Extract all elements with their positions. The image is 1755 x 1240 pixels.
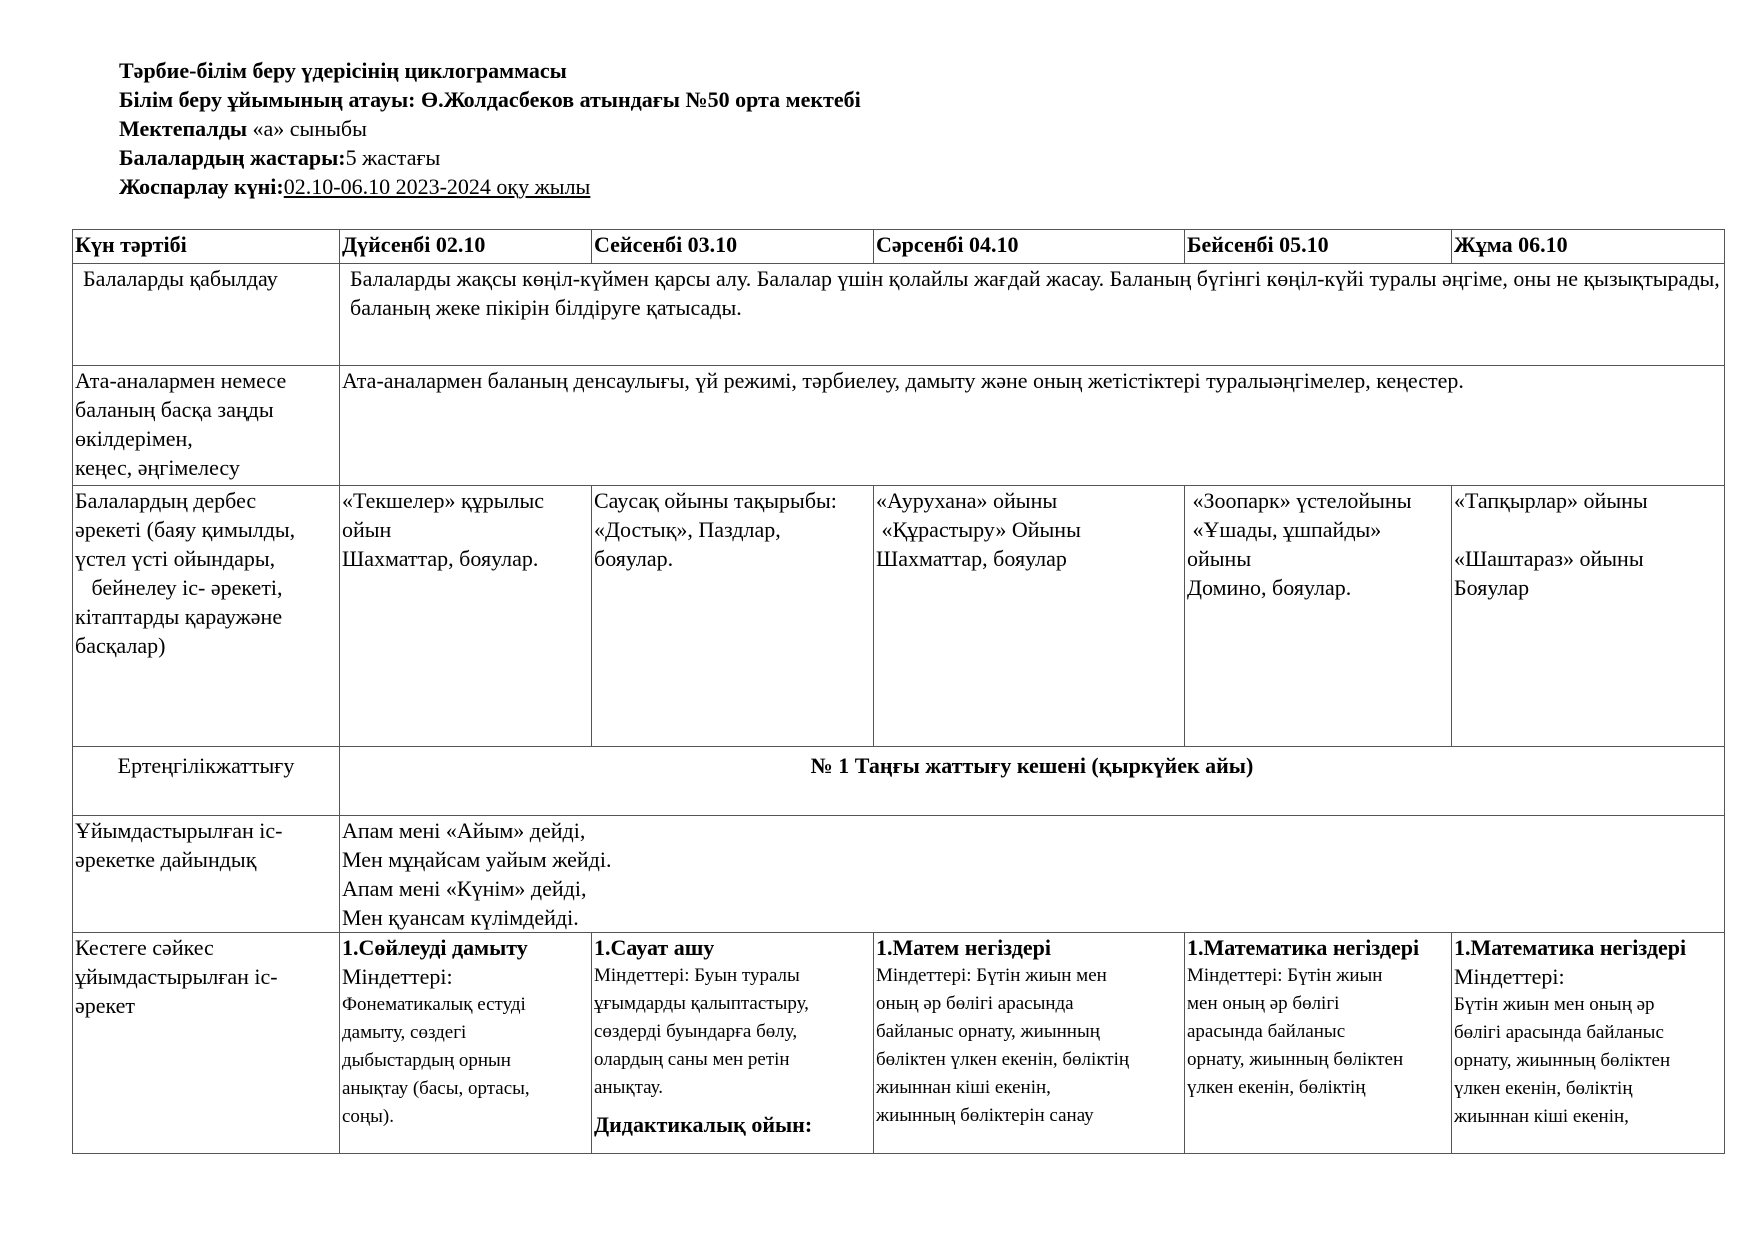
class-line: Мектепалды «а» сыныбы [119, 116, 367, 141]
scheduled-tuesday: 1.Сауат ашу Міндеттері: Буын туралы ұғымдарды қалыптастыру, сөздерді буындарға бөлу, олардың саны мен ретін анықтау. Дидактикалық ойын: [592, 933, 874, 1154]
table-row-activities [73, 486, 1725, 747]
row-label-exercise: Ертеңгілікжаттығу [73, 747, 340, 816]
table-row-exercise [73, 747, 1725, 816]
row-label-scheduled: Кестеге сәйкес ұйымдастырылған іс- әрекет [73, 933, 340, 1154]
row-label-reception: Балаларды қабылдау [73, 264, 340, 366]
reception-text: Балаларды жақсы көңіл-күймен қарсы алу. Балалар үшін қолайлы жағдай жасау. Баланың бүгінгі көңіл-күйі туралы әңгіме, оны не қызықтырады, баланың жеке пікірін білдіруге қатысады. [340, 264, 1725, 366]
scheduled-wednesday: 1.Матем негіздері Міндеттері: Бүтін жиын мен оның әр бөлігі арасында байланыс орнату, жиынның бөліктен үлкен екенін, бөліктің жиыннан кіші екенін, жиынның бөліктерін санау [874, 933, 1185, 1154]
document-header [119, 56, 861, 201]
table-row-parents [73, 366, 1725, 486]
date-line: Жоспарлау күні:02.10-06.10 2023-2024 оқу жылы [119, 174, 591, 199]
row-label-activities: Балалардың дербес әрекеті (баяу қимылды, үстел үсті ойындары, бейнелеу іс- әрекеті, кітаптарды қараужәне басқалар) [73, 486, 340, 747]
table-row-scheduled [73, 933, 1725, 1154]
col-header-tuesday: Сейсенбі 03.10 [592, 230, 874, 264]
row-label-parents: Ата-аналармен немесе баланың басқа заңды өкілдерімен, кеңес, әңгімелесу [73, 366, 340, 486]
scheduled-monday: 1.Сөйлеуді дамыту Міндеттері: Фонематикалық естуді дамыту, сөздегі дыбыстардың орнын анықтау (басы, ортасы, соңы). [340, 933, 592, 1154]
preparation-poem: Апам мені «Айым» дейді, Мен мұңайсам уайым жейді. Апам мені «Күнім» дейді, Мен қуансам күлімдейді. [340, 816, 1725, 933]
table-row-reception [73, 264, 1725, 366]
activities-friday: «Тапқырлар» ойыны «Шаштараз» ойыны Бояулар [1452, 486, 1725, 747]
activities-thursday: «Зоопарк» үстелойыны «Ұшады, ұшпайды» ойыны Домино, бояулар. [1185, 486, 1452, 747]
scheduled-thursday: 1.Математика негіздері Міндеттері: Бүтін жиын мен оның әр бөлігі арасында байланыс орнату, жиынның бөліктен үлкен екенін, бөліктің [1185, 933, 1452, 1154]
activities-monday: «Текшелер» құрылыс ойын Шахматтар, бояулар. [340, 486, 592, 747]
col-header-schedule: Күн тәртібі [73, 230, 340, 264]
activities-tuesday: Саусақ ойыны тақырыбы: «Достық», Паздлар, бояулар. [592, 486, 874, 747]
cyclogram-table [72, 229, 1725, 1154]
exercise-text: № 1 Таңғы жаттығу кешені (қыркүйек айы) [340, 747, 1725, 816]
age-line: Балалардың жастары:5 жастағы [119, 145, 441, 170]
parents-text: Ата-аналармен баланың денсаулығы, үй режимі, тәрбиелеу, дамыту және оның жетістіктері туралыәңгімелер, кеңестер. [340, 366, 1725, 486]
table-row-preparation [73, 816, 1725, 933]
col-header-friday: Жұма 06.10 [1452, 230, 1725, 264]
table-header-row [73, 230, 1725, 264]
row-label-preparation: Ұйымдастырылған іс- әрекетке дайындық [73, 816, 340, 933]
col-header-monday: Дүйсенбі 02.10 [340, 230, 592, 264]
activities-wednesday: «Аурухана» ойыны «Құрастыру» Ойыны Шахматтар, бояулар [874, 486, 1185, 747]
scheduled-friday: 1.Математика негіздері Міндеттері: Бүтін жиын мен оның әр бөлігі арасында байланыс орнату, жиынның бөліктен үлкен екенін, бөліктің жиыннан кіші екенін, [1452, 933, 1725, 1154]
document-title: Тәрбие-білім беру үдерісінің циклограммасы [119, 58, 567, 83]
col-header-wednesday: Сәрсенбі 04.10 [874, 230, 1185, 264]
organization-line: Білім беру ұйымының атауы: Ө.Жолдасбеков атындағы №50 орта мектебі [119, 87, 861, 112]
col-header-thursday: Бейсенбі 05.10 [1185, 230, 1452, 264]
